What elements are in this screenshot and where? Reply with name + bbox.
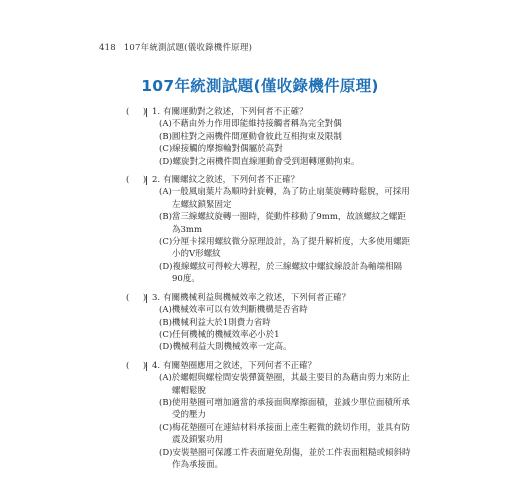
option-a [159, 304, 412, 316]
option-text: 安裝墊圈可保護工件表面避免刮傷，並於工件表面粗糙或傾斜時作為承接面。 [172, 447, 411, 470]
option-c [159, 422, 412, 447]
question-stem [152, 292, 422, 304]
vertical-rule [146, 362, 147, 371]
question-2 [0, 174, 520, 286]
question-number: 3. [152, 292, 161, 303]
option-list [159, 304, 412, 354]
option-letter: (C) [159, 144, 173, 155]
option-text: 使用墊圈可增加適當的承接面與摩擦面積，並減少單位面積所承受的壓力 [171, 397, 410, 421]
question-3 [0, 292, 520, 354]
question-text: 有關運動對之敘述，下列何者不正確？ [163, 107, 308, 117]
question-list [0, 106, 520, 477]
option-c [159, 329, 412, 341]
option-letter: (A) [159, 187, 172, 198]
vertical-rule [146, 176, 147, 185]
option-letter: (B) [159, 317, 172, 328]
question-text: 有關螺紋之敘述，下列何者不正確？ [163, 175, 300, 186]
question-text: 有關機械利益與機械效率之敘述，下列何者正確？ [163, 292, 351, 303]
answer-bracket: ( ) [126, 175, 147, 186]
question-number: 1. [152, 107, 161, 117]
question-text: 有關墊圈應用之敘述，下列何者不正確？ [163, 360, 317, 371]
option-text: 複線螺紋可得較大導程，於三線螺紋中螺紋線設計為軸端相隔90度。 [172, 261, 402, 285]
option-text: 梅花墊圈可在連結材料承接面上產生輕微的銑切作用，並具有防震及鎖緊功用 [172, 422, 411, 446]
option-text: 圓柱對之兩機件間運動會彼此互相拘束及限制 [171, 131, 342, 142]
question-number: 4. [152, 360, 161, 371]
answer-bracket: ( ) [126, 292, 147, 303]
option-text: 一般風扇葉片為順時針旋轉，為了防止扇葉旋轉時鬆脫，可採用左螺紋鎖緊固定 [171, 187, 410, 210]
option-letter: (A) [159, 373, 172, 384]
option-letter: (B) [159, 397, 172, 408]
option-a [159, 186, 412, 211]
question-4 [0, 360, 520, 472]
option-text: 線接觸的摩擦輪對偶屬於高對 [172, 144, 283, 155]
option-text: 任何機械的機械效率必小於1 [172, 329, 280, 340]
option-letter: (C) [159, 422, 173, 433]
option-list [159, 372, 412, 471]
option-letter: (D) [159, 447, 173, 458]
option-text: 不藉由外力作用即能維持接觸者稱為完全對偶 [171, 119, 342, 130]
option-a [159, 118, 412, 130]
page-number: 418 [99, 43, 116, 53]
option-text: 螺旋對之兩機件間直線運動會受到迴轉運動拘束。 [172, 156, 360, 167]
option-a [159, 372, 412, 397]
option-c [159, 143, 412, 155]
running-header [99, 41, 252, 53]
option-d [159, 261, 412, 286]
option-b [159, 317, 412, 329]
option-letter: (B) [159, 212, 172, 223]
option-letter: (A) [159, 119, 172, 130]
question-stem [152, 174, 422, 186]
option-letter: (A) [159, 305, 172, 316]
option-c [159, 236, 412, 261]
option-b [159, 131, 412, 143]
option-letter: (D) [159, 156, 173, 167]
option-text: 於螺帽與螺栓間安裝彈簧墊圈，其最主要目的為藉由剪力來防止螺帽鬆脫 [171, 373, 410, 396]
question-1 [0, 106, 520, 168]
option-letter: (B) [159, 131, 172, 142]
option-list [159, 118, 412, 168]
option-b [159, 397, 412, 422]
option-text: 機械效率可以有效判斷機構是否省時 [171, 305, 308, 316]
vertical-rule [146, 108, 147, 117]
option-letter: (D) [159, 342, 173, 353]
question-stem [152, 360, 422, 372]
option-text: 機械利益大於1則費力省時 [171, 317, 271, 328]
question-number: 2. [152, 175, 161, 186]
option-letter: (C) [159, 329, 173, 340]
answer-bracket: ( ) [126, 360, 147, 371]
chapter-title: 107年統測試題(僅收錄機件原理) [141, 77, 379, 95]
option-d [159, 341, 412, 353]
answer-bracket: ( ) [126, 107, 147, 117]
option-d [159, 447, 412, 472]
option-text: 當三線螺紋旋轉一圈時，從動件移動了9mm，故該螺紋之螺距為3mm [171, 212, 406, 235]
option-b [159, 211, 412, 236]
running-title: 107年統測試題(儀收錄機件原理) [123, 43, 253, 53]
option-letter: (D) [159, 261, 173, 272]
question-stem [152, 106, 422, 118]
option-d [159, 156, 412, 168]
vertical-rule [146, 294, 147, 303]
option-list [159, 186, 412, 285]
option-letter: (C) [159, 237, 173, 248]
option-text: 分厘卡採用螺紋微分原理設計，為了提升解析度，大多使用螺距小的V形螺紋 [172, 237, 411, 260]
option-text: 機械利益大則機械效率一定高。 [172, 342, 292, 353]
